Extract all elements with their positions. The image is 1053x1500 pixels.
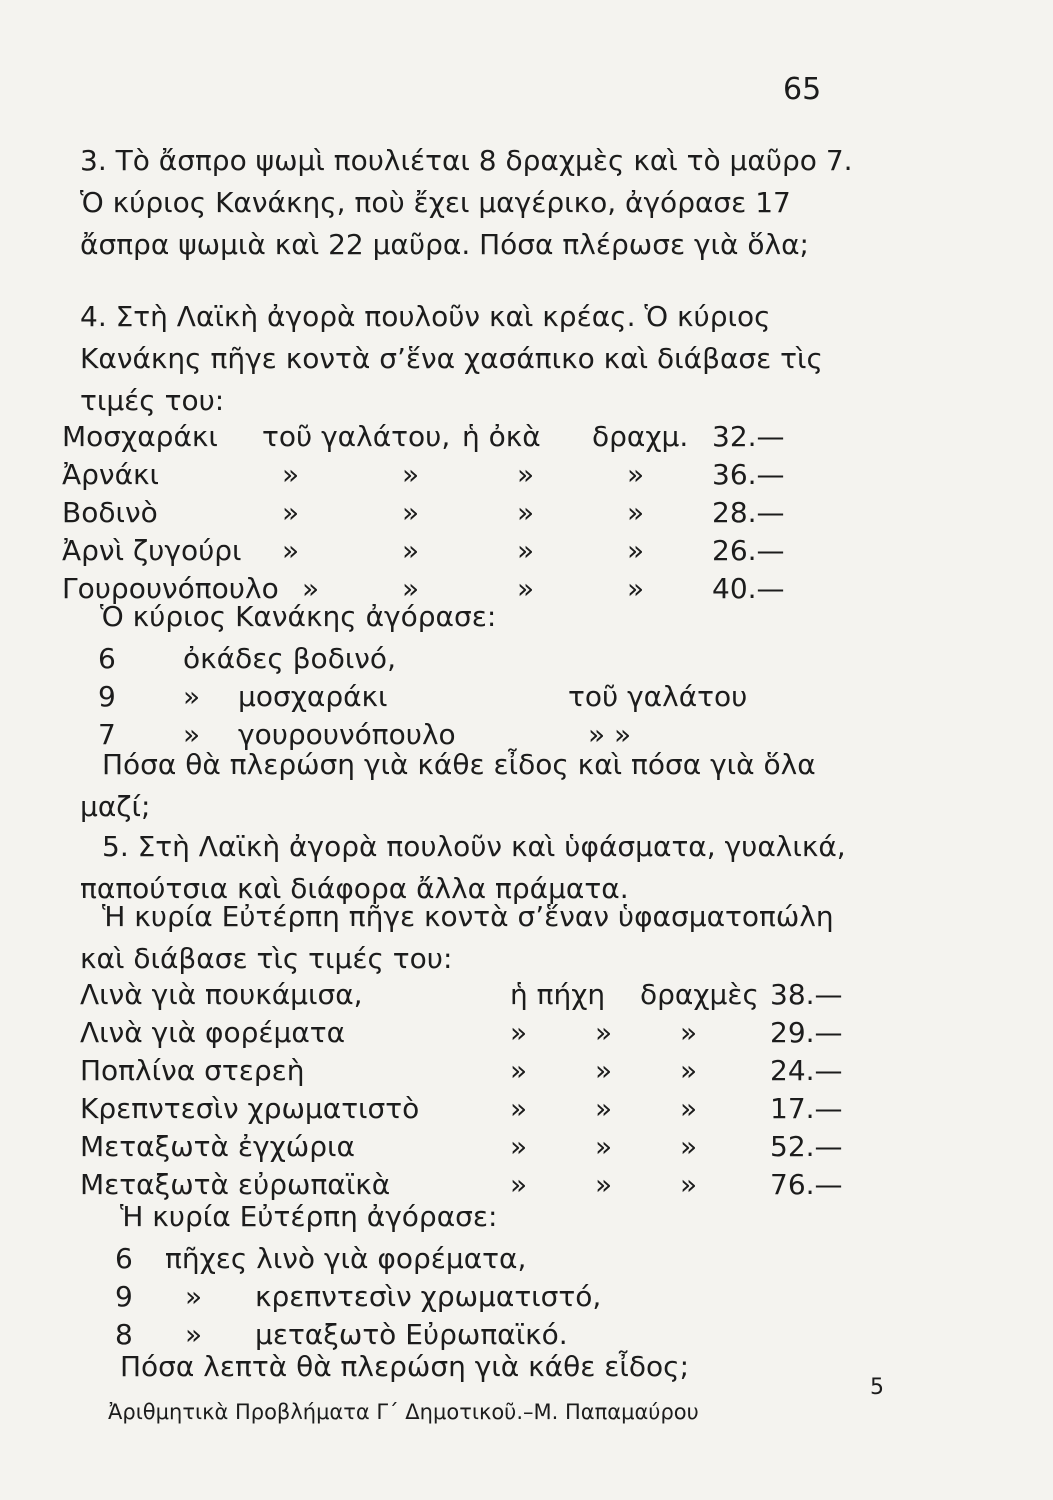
table-row (80, 1130, 843, 1168)
item-name: μοσχαράκι (238, 680, 388, 713)
item-name: πῆχες λινὸ γιὰ φορέματα, (165, 1242, 527, 1275)
table-row (80, 1016, 843, 1054)
item-name: Ἀρνὶ ζυγούρι (62, 534, 242, 567)
ditto-mark: » (402, 496, 420, 529)
item-name: Μεταξωτὰ ἐγχώρια (80, 1130, 355, 1163)
ditto-mark: » (282, 534, 300, 567)
question-5: Πόσα λεπτὰ θὰ πλερώση γιὰ κάθε εἶδος; (120, 1350, 689, 1383)
ditto-mark: » (680, 1016, 698, 1049)
ditto-mark: » (627, 496, 645, 529)
item-name: Ἀρνάκι (62, 458, 160, 491)
ditto-mark: » (680, 1092, 698, 1125)
item-price: 32.— (712, 420, 785, 453)
ditto-mark: » (595, 1054, 613, 1087)
item-price: 52.— (770, 1130, 843, 1163)
ditto-mark: » (517, 458, 535, 491)
item-name: Μεταξωτὰ εὐρωπαϊκὰ (80, 1168, 391, 1201)
item-name: Κρεπντεσὶν χρωματιστὸ (80, 1092, 420, 1125)
item-name: γουρουνόπουλο (238, 718, 456, 751)
list-item (98, 680, 798, 718)
quantity: 7 (98, 718, 116, 751)
list-item (115, 1280, 815, 1318)
ditto-mark: » (595, 1016, 613, 1049)
ditto-mark: » (680, 1168, 698, 1201)
quantity: 9 (115, 1280, 133, 1313)
ditto-mark: » (510, 1016, 528, 1049)
ditto-mark: » (402, 572, 420, 605)
table-row (80, 1092, 843, 1130)
item-name: Λινὰ γιὰ φορέματα (80, 1016, 346, 1049)
item-currency: δραχμ. (592, 420, 689, 453)
table-row (80, 978, 843, 1016)
ditto-mark: » (627, 572, 645, 605)
problem-3: 3. Τὸ ἄσπρο ψωμὶ πουλιέται 8 δραχμὲς καὶ τὸ μαῦρο 7. Ὁ κύριος Κανάκης, ποὺ ἔχει μαγέρικο, ἀγόρασε 17 ἄσπρα ψωμιὰ καὶ 22 μαῦρα. Πόσα πλέρωσε γιὰ ὅλα; (80, 144, 853, 261)
item-price: 76.— (770, 1168, 843, 1201)
purchase-2-list (115, 1242, 815, 1356)
item-price: 40.— (712, 572, 785, 605)
ditto-mark: » (595, 1092, 613, 1125)
item-desc: τοῦ γαλάτου, (262, 420, 451, 453)
item-name: ὀκάδες βοδινό, (183, 642, 396, 675)
problem-5-intro: 5. Στὴ Λαϊκὴ ἀγορὰ πουλοῦν καὶ ὑφάσματα, γυαλικά, παπούτσια καὶ διάφορα ἄλλα πράματα. (80, 830, 846, 905)
item-price: 38.— (770, 978, 843, 1011)
item-unit: ἡ ὀκὰ (462, 420, 541, 453)
ditto-mark: » (282, 458, 300, 491)
item-price: 28.— (712, 496, 785, 529)
table-row (80, 1054, 843, 1092)
ditto-mark: » (517, 496, 535, 529)
table-row (62, 420, 785, 458)
ditto-mark: » (627, 458, 645, 491)
meat-price-table (62, 420, 785, 610)
ditto-mark: » (595, 1168, 613, 1201)
item-price: 24.— (770, 1054, 843, 1087)
list-item (98, 642, 798, 680)
item-price: 36.— (712, 458, 785, 491)
item-currency: δραχμὲς (640, 978, 759, 1011)
table-row (62, 458, 785, 496)
ditto-mark: » (183, 680, 201, 713)
item-price: 29.— (770, 1016, 843, 1049)
item-name: μεταξωτὸ Εὐρωπαϊκό. (255, 1318, 568, 1351)
item-name: Ποπλίνα στερεὴ (80, 1054, 305, 1087)
ditto-mark: » (627, 534, 645, 567)
ditto-mark: » (510, 1054, 528, 1087)
quantity: 9 (98, 680, 116, 713)
item-unit: ἡ πήχη (510, 978, 606, 1011)
item-name: Λινὰ γιὰ πουκάμισα, (80, 978, 363, 1011)
problem-4-intro: 4. Στὴ Λαϊκὴ ἀγορὰ πουλοῦν καὶ κρέας. Ὁ κύριος Κανάκης πῆγε κοντὰ σ’ἕνα χασάπικο καὶ διάβασε τὶς τιμές του: (80, 300, 823, 417)
ditto-mark: » (402, 458, 420, 491)
purchase-1-intro: Ὁ κύριος Κανάκης ἀγόρασε: (100, 600, 497, 633)
ditto-mark: » (510, 1168, 528, 1201)
item-name: κρεπντεσὶν χρωματιστό, (255, 1280, 602, 1313)
item-price: 26.— (712, 534, 785, 567)
item-name: Μοσχαράκι (62, 420, 218, 453)
ditto-mark: » (517, 534, 535, 567)
ditto-mark: » (185, 1280, 203, 1313)
page-number: 65 (783, 72, 822, 107)
quantity: 8 (115, 1318, 133, 1351)
ditto-mark: » (183, 718, 201, 751)
purchase-2-intro: Ἡ κυρία Εὐτέρπη ἀγόρασε: (120, 1200, 498, 1233)
ditto-mark: » (402, 534, 420, 567)
item-price: 17.— (770, 1092, 843, 1125)
quantity: 6 (115, 1242, 133, 1275)
ditto-mark: » (282, 496, 300, 529)
item-extra: τοῦ γαλάτου (568, 680, 748, 713)
item-name: Γουρουνόπουλο (62, 572, 279, 605)
ditto-mark: » (185, 1318, 203, 1351)
signature-number: 5 (870, 1375, 884, 1400)
table-row (62, 534, 785, 572)
problem-5-text: Ἡ κυρία Εὐτέρπη πῆγε κοντὰ σ’ἕναν ὑφασματοπώλη καὶ διάβασε τὶς τιμές του: (80, 900, 834, 975)
quantity: 6 (98, 642, 116, 675)
list-item (115, 1242, 815, 1280)
purchase-1-list (98, 642, 798, 756)
table-row (62, 496, 785, 534)
ditto-mark: » (680, 1054, 698, 1087)
fabric-price-table (80, 978, 843, 1206)
question-4: Πόσα θὰ πλερώση γιὰ κάθε εἶδος καὶ πόσα γιὰ ὅλα μαζί; (80, 748, 816, 823)
item-name: Βοδινὸ (62, 496, 158, 529)
ditto-mark: » (302, 572, 320, 605)
ditto-mark: » (510, 1092, 528, 1125)
ditto-mark: » (510, 1130, 528, 1163)
ditto-mark: » (595, 1130, 613, 1163)
book-footer: Ἀριθμητικὰ Προβλήματα Γ΄ Δημοτικοῦ.–Μ. Παπαμαύρου (108, 1400, 699, 1424)
ditto-mark: » (517, 572, 535, 605)
item-extra: » » (588, 718, 632, 751)
ditto-mark: » (680, 1130, 698, 1163)
